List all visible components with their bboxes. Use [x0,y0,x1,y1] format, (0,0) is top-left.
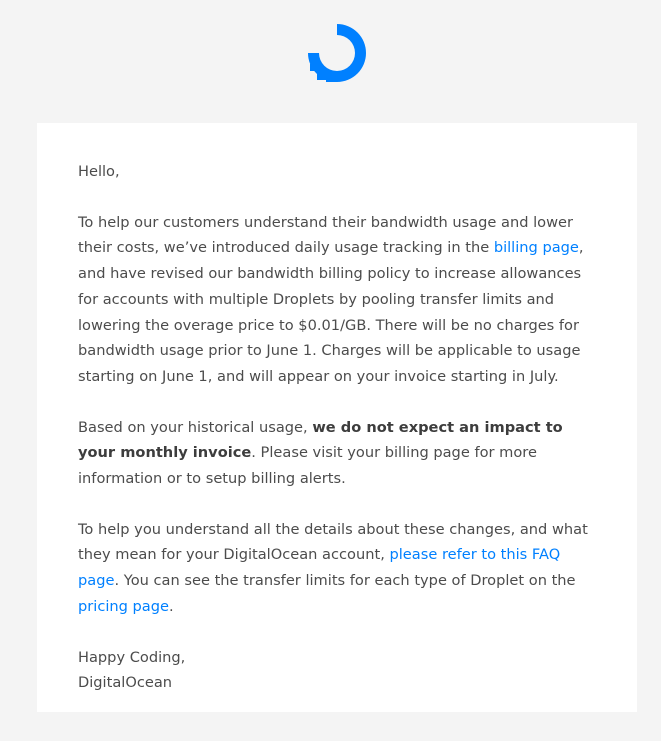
faq-page-link[interactable]: please refer to this FAQ page [78,546,561,590]
signoff [78,645,597,696]
paragraph-text: . You can see the transfer limits for each type of Droplet on the [114,572,576,590]
greeting: Hello, [78,163,120,180]
impact-statement: we do not expect an impact to your monthly invoice [78,418,563,462]
email-card [37,123,637,712]
paragraph-bandwidth-changes [78,210,597,390]
billing-page-link[interactable]: billing page [493,239,579,257]
paragraph-impact [78,415,597,492]
email-header [0,0,661,123]
paragraph-text: . Please visit your billing page for more information or to setup billing alerts. [78,444,537,488]
paragraph-text: , and have revised our bandwidth billing policy to increase allowances for accounts with multiple Droplets by pooling transfer limits and lowering the overage price to $0.01/GB. There will be no charges for bandwidth usage prior to June 1. Charges will be applicable to usage starting on June 1, and will appear on your invoice starting in July. [78,239,584,385]
paragraph-text: To help you understand all the details about these changes, and what they mean for your DigitalOcean account, [78,520,588,564]
paragraph-text: Based on your historical usage, [78,418,313,436]
pricing-page-link[interactable]: pricing page [78,597,169,615]
signoff-line: Happy Coding, [78,648,186,666]
digitalocean-logo-icon [306,22,368,84]
paragraph-faq [78,517,597,620]
signoff-sender: DigitalOcean [78,674,173,692]
paragraph-text: To help our customers understand their bandwidth usage and lower their costs, we’ve introduced daily usage tracking in the [78,213,574,257]
paragraph-text: . [169,597,174,615]
